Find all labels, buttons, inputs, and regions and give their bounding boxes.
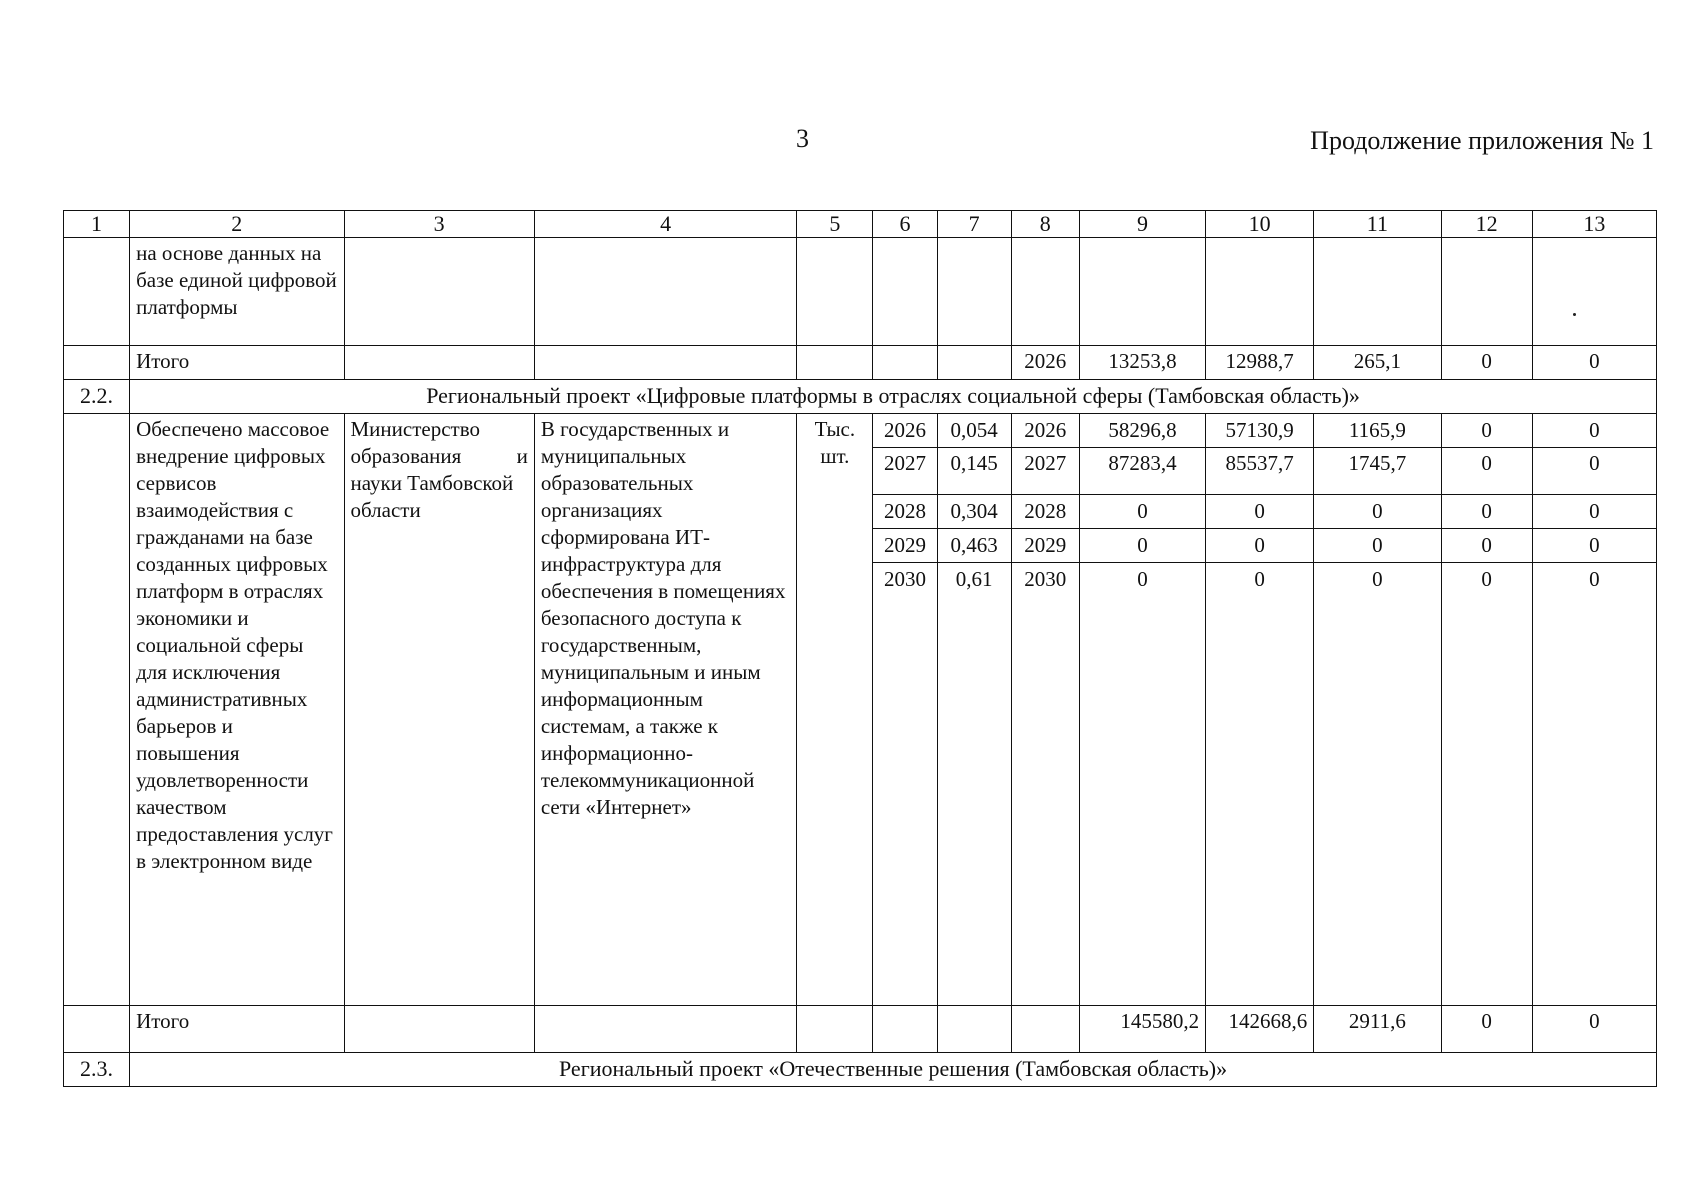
- value-col-12: [1441, 414, 1532, 1006]
- total-v13: 0: [1532, 1006, 1656, 1053]
- total-v10: 142668,6: [1206, 1006, 1314, 1053]
- value-cell: 85537,7: [1206, 448, 1313, 495]
- total-v13: 0: [1532, 346, 1656, 380]
- column-number: 2: [130, 211, 344, 238]
- value-cell: 1745,7: [1314, 448, 1440, 495]
- column-number: 5: [797, 211, 873, 238]
- total-v11: 265,1: [1314, 346, 1441, 380]
- indicator-text: В государственных и муниципальных образовательных организациях сформирована ИТ-инфраструктура для обеспечения в помещениях безопасного доступа к государственным, муниципальным и иным информационным системам, а также к информационно-телекоммуникационной сети «Интернет»: [534, 414, 796, 1006]
- value-cell: 0: [1206, 495, 1313, 529]
- value-cell: 0: [1254, 567, 1265, 591]
- value-cell: 0: [1533, 529, 1656, 563]
- value-cell: 58296,8: [1080, 414, 1205, 448]
- total-v12: 0: [1441, 1006, 1532, 1053]
- total-row-2: [64, 1006, 1657, 1053]
- value-cell: 0,304: [938, 495, 1011, 529]
- year-cell: 2029: [873, 529, 936, 563]
- value-cell: 87283,4: [1080, 448, 1205, 495]
- value-cell: 0: [1442, 414, 1532, 448]
- total-v9: 145580,2: [1079, 1006, 1205, 1053]
- ministry-line-1: Министерство: [350, 417, 480, 441]
- column-number: 6: [873, 211, 937, 238]
- total-row-1: [64, 346, 1657, 380]
- year-cell: 2030: [1024, 567, 1067, 591]
- year-col-6: [873, 414, 937, 1006]
- total-v11: 2911,6: [1314, 1006, 1441, 1053]
- page-number: 3: [796, 124, 809, 153]
- value-cell: 0: [1481, 567, 1492, 591]
- column-number: 4: [534, 211, 796, 238]
- value-cell: 0: [1314, 529, 1440, 563]
- ministry-line-2: [351, 443, 528, 470]
- section-number: 2.2.: [64, 380, 130, 414]
- continuation-title: Продолжение приложения № 1: [1310, 126, 1654, 155]
- section-title: Региональный проект «Отечественные решения (Тамбовская область)»: [130, 1053, 1657, 1087]
- value-col-13: [1532, 414, 1656, 1006]
- value-col-11: [1314, 414, 1441, 1006]
- total-label: Итого: [130, 346, 344, 380]
- year-cell: 2026: [873, 414, 936, 448]
- continued-row: [64, 238, 1657, 346]
- value-col-9: [1079, 414, 1205, 1006]
- column-number: 9: [1079, 211, 1205, 238]
- year-cell: 2027: [1012, 448, 1079, 495]
- section-title: Региональный проект «Цифровые платформы в отраслях социальной сферы (Тамбовская область)»: [130, 380, 1657, 414]
- value-cell: 0,145: [938, 448, 1011, 495]
- column-number: 1: [64, 211, 130, 238]
- year-cell: 2027: [873, 448, 936, 495]
- year-cell: 2028: [1012, 495, 1079, 529]
- appendix-table: [63, 210, 1657, 1087]
- value-cell: 0: [1080, 529, 1205, 563]
- total-v10: 12988,7: [1206, 346, 1314, 380]
- column-number: 8: [1011, 211, 1079, 238]
- ministry-word: и: [516, 444, 528, 468]
- section-row-2-3: [64, 1053, 1657, 1087]
- total-v12: 0: [1441, 346, 1532, 380]
- value-cell: 0: [1314, 495, 1440, 529]
- value-cell: 0: [1137, 567, 1148, 591]
- section-number: 2.3.: [64, 1053, 130, 1087]
- column-number: 7: [937, 211, 1011, 238]
- continued-result-text: на основе данных на базе единой цифровой платформы: [130, 238, 344, 346]
- ministry-cell: [344, 414, 534, 1006]
- year-cell: 2030: [884, 567, 927, 591]
- value-cell: 0: [1372, 567, 1383, 591]
- value-cell: 0: [1442, 448, 1532, 495]
- value-cell: 0,61: [955, 567, 993, 591]
- result-text: Обеспечено массовое внедрение цифровых сервисов взаимодействия с гражданами на базе созданных цифровых платформ в отраслях экономики и социальной сферы для исключения административных барьеров и повышения удовлетворенности качеством предоставления услуг в электронном виде: [130, 414, 344, 1006]
- column-number: 3: [344, 211, 534, 238]
- unit: Тыс. шт.: [797, 414, 873, 1006]
- column-number: 11: [1314, 211, 1441, 238]
- total-label: Итого: [130, 1006, 344, 1053]
- value-col-7: [937, 414, 1011, 1006]
- value-cell: 0: [1442, 529, 1532, 563]
- total-year: 2026: [1011, 346, 1079, 380]
- column-number: 10: [1206, 211, 1314, 238]
- project-row-2-2: [64, 414, 1657, 1006]
- ministry-word: образования: [350, 444, 462, 468]
- value-cell: 0: [1080, 495, 1205, 529]
- value-cell: 0,463: [938, 529, 1011, 563]
- value-cell: 0: [1442, 495, 1532, 529]
- value-cell: 57130,9: [1206, 414, 1313, 448]
- total-v9: 13253,8: [1079, 346, 1205, 380]
- value-cell: 0: [1589, 567, 1600, 591]
- value-col-10: [1206, 414, 1314, 1006]
- year-cell: 2029: [1012, 529, 1079, 563]
- year-col-8: [1011, 414, 1079, 1006]
- column-number: 12: [1441, 211, 1532, 238]
- value-cell: 1165,9: [1314, 414, 1440, 448]
- year-cell: 2028: [873, 495, 936, 529]
- column-number: 13: [1532, 211, 1656, 238]
- value-cell: 0,054: [938, 414, 1011, 448]
- column-number-row: [64, 211, 1657, 238]
- ministry-line-rest: науки Тамбовской области: [350, 471, 514, 522]
- value-cell: 0: [1533, 448, 1656, 495]
- section-row-2-2: [64, 380, 1657, 414]
- value-cell: 0: [1533, 414, 1656, 448]
- value-cell: 0: [1206, 529, 1313, 563]
- year-cell: 2026: [1012, 414, 1079, 448]
- value-cell: 0: [1533, 495, 1656, 529]
